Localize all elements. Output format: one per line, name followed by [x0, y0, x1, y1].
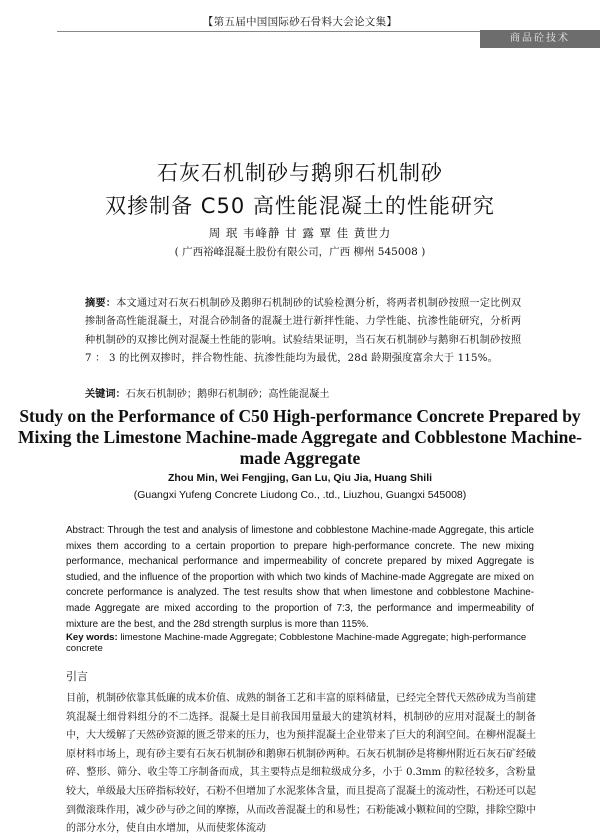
introduction-heading: 引言	[66, 670, 88, 683]
chinese-affiliation: ( 广西裕峰混凝土股份有限公司，广西 柳州 545008 )	[174, 246, 426, 258]
chinese-abstract-label: 摘要：	[85, 297, 117, 309]
chinese-abstract-text: 本文通过对石灰石机制砂及鹅卵石机制砂的试验检测分析，将两者机制砂按照一定比例双掺制备高性能混凝土，对混合砂制备的混凝土进行新拌性能、力学性能、抗渗性能研究，分析两种机制砂的双掺比例对混凝土性能的影响。试验结果证明，当石灰石机制砂与鹅卵石机制砂按照 7 ： 3 的比例双掺时，拌合物性能、抗渗性能均为最优，28d 龄期强度富余大于 115%。	[85, 298, 522, 365]
english-affiliation: (Guangxi Yufeng Concrete Liudong Co., .td., Liuzhou, Guangxi 545008)	[133, 489, 467, 501]
english-abstract	[66, 523, 534, 632]
chinese-title-line2: 双掺制备 C50 高性能混凝土的性能研究	[105, 194, 495, 218]
chinese-keywords-label: 关键词：	[85, 388, 126, 400]
english-abstract-text: Through the test and analysis of limestone and cobblestone Machine-made Aggregate, this article mixes them according to a certain proportion to prepare high-performance concrete. The new mixing performance, mechanical performance and impermeability of concrete prepared by mixed Aggregate is studied, and the influence of the proportion with which two kinds of Machine-made Aggregate are mixed on concrete performance is analyzed. The test results show that when limestone and cobblestone Machine-made Aggregate are mixed according to the proportion of 7:3, the performance and impermeability of mixture are the best, and the 28d strength surplus is more than 115%.	[66, 525, 534, 630]
header-rule	[57, 31, 480, 32]
chinese-keywords	[85, 385, 522, 400]
english-keywords-label: Key words:	[66, 632, 118, 643]
english-keywords	[66, 632, 534, 654]
section-corner-label: 商品砼技术	[480, 30, 600, 48]
chinese-title-line1: 石灰石机制砂与鹅卵石机制砂	[157, 161, 443, 185]
chinese-authors: 周 珉 韦峰静 甘 露 覃 佳 黄世力	[208, 226, 392, 240]
english-abstract-label: Abstract:	[66, 525, 105, 536]
english-authors: Zhou Min, Wei Fengjing, Gan Lu, Qiu Jia, Huang Shili	[167, 472, 433, 484]
english-keywords-text: limestone Machine-made Aggregate; Cobblestone Machine-made Aggregate; high-performance concrete	[66, 632, 527, 654]
english-title: Study on the Performance of C50 High-performance Concrete Prepared by Mixing the Limestone Machine-made Aggregate and Cobblestone Machine-made Aggregate	[17, 406, 582, 468]
introduction-body: 目前，机制砂依靠其低廉的成本价值、成熟的制备工艺和丰富的原料储量，已经完全替代天然砂成为当前建筑混凝土细骨料组分的不二选择。混凝土是目前我国用量最大的建筑材料，机制砂的应用对混凝土的制备中，大大缓解了天然砂资源的匮乏带来的压力，也为预拌混凝土企业带来了巨大的利润空间。在柳州混凝土原材料市场上，现有砂主要有石灰石机制砂和鹅卵石机制砂两种。石灰石机制砂是将柳州附近石灰石矿经破碎、整形、筛分、收尘等工序制备而成，其主要特点是细粒级成分多，小于 0.3mm 的粒径较多，含粉量较大，单级最大压碎指标较好，石粉不但增加了水泥浆体含量，而且提高了混凝土的流动性，石粉还可以起到微滚珠作用，减少砂与砂之间的摩擦，从而改善混凝土的和易性；石粉能减小颗粒间的空隙，排除空隙中的部分水分，使自由水增加，从而使浆体流动	[66, 693, 536, 835]
journal-header: 【第五届中国国际砂石骨料大会论文集】	[202, 16, 398, 28]
chinese-abstract	[85, 294, 522, 369]
chinese-title	[0, 157, 600, 223]
chinese-keywords-text: 石灰石机制砂；鹅卵石机制砂；高性能混凝土	[125, 389, 330, 400]
